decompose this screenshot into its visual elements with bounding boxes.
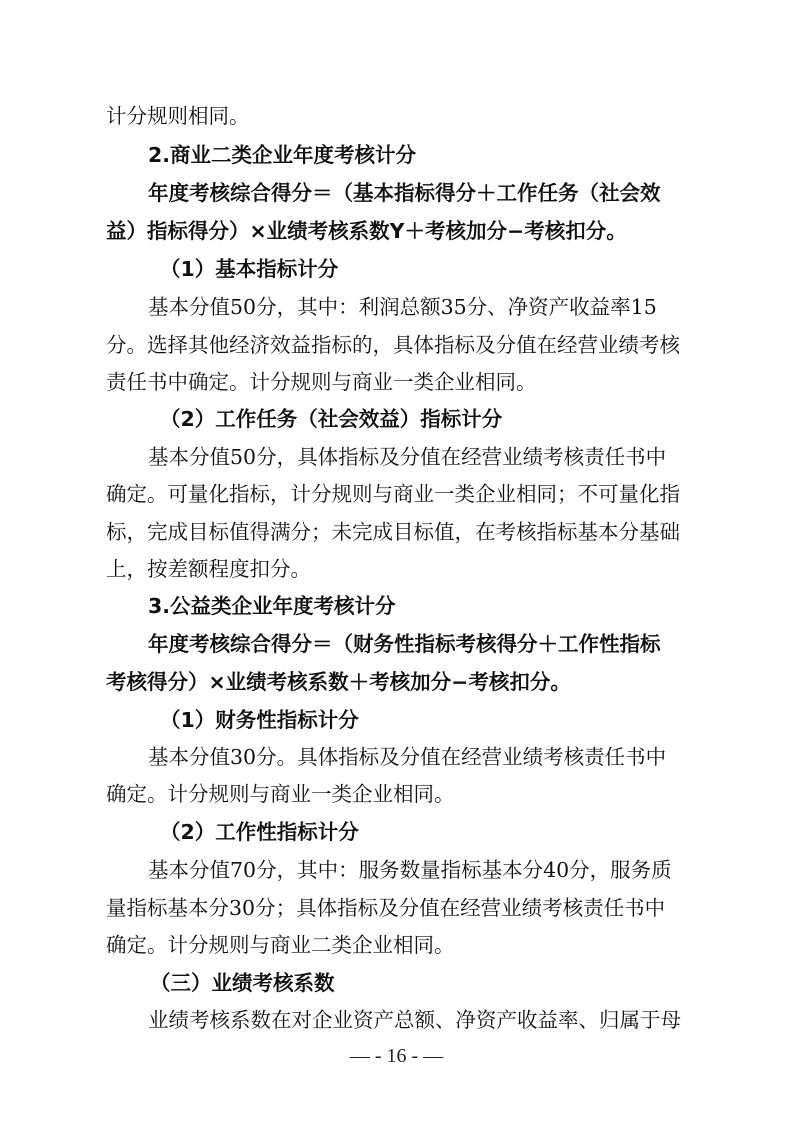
- body-text-line: 标，完成目标值得满分；未完成目标值，在考核指标基本分基础: [106, 520, 680, 544]
- subsection-heading: （2）工作性指标计分: [160, 820, 359, 844]
- body-text-line: 业绩考核系数在对企业资产总额、净资产收益率、归属于母: [148, 1008, 681, 1032]
- body-text-line: 分。选择其他经济效益指标的，具体指标及分值在经营业绩考核: [106, 333, 680, 357]
- body-text-line: 责任书中确定。计分规则与商业一类企业相同。: [106, 370, 537, 394]
- page-number: — - 16 - —: [349, 1045, 444, 1067]
- section-heading-3: 3.公益类企业年度考核计分: [148, 594, 396, 618]
- body-text-line: 计分规则相同。: [106, 104, 250, 128]
- formula-line: 年度考核综合得分＝（基本指标得分＋工作任务（社会效: [148, 181, 661, 205]
- body-text-line: 量指标基本分30分；具体指标及分值在经营业绩考核责任书中: [106, 896, 666, 920]
- body-text-line: 基本分值50分，其中：利润总额35分、净资产收益率15: [148, 295, 657, 319]
- body-text-line: 上，按差额程度扣分。: [106, 557, 311, 581]
- formula-line: 益）指标得分）×业绩考核系数Y＋考核加分−考核扣分。: [106, 219, 627, 243]
- body-text-line: 确定。计分规则与商业二类企业相同。: [106, 933, 455, 957]
- subsection-heading: （1）财务性指标计分: [160, 708, 359, 732]
- formula-line: 考核得分）×业绩考核系数＋考核加分−考核扣分。: [106, 670, 571, 694]
- body-text-line: 基本分值30分。具体指标及分值在经营业绩考核责任书中: [148, 745, 667, 769]
- body-text-line: 基本分值50分，具体指标及分值在经营业绩考核责任书中: [148, 445, 667, 469]
- section-heading-2: 2.商业二类企业年度考核计分: [148, 143, 417, 167]
- body-text-line: 基本分值70分，其中：服务数量指标基本分40分，服务质: [148, 858, 672, 882]
- body-text-line: 确定。计分规则与商业一类企业相同。: [106, 782, 455, 806]
- body-text-line: 确定。可量化指标，计分规则与商业一类企业相同；不可量化指: [106, 482, 680, 506]
- formula-line: 年度考核综合得分＝（财务性指标考核得分＋工作性指标: [148, 632, 661, 656]
- subsection-heading: （2）工作任务（社会效益）指标计分: [160, 407, 503, 431]
- section-heading-iii: （三）业绩考核系数: [150, 971, 335, 995]
- subsection-heading: （1）基本指标计分: [160, 257, 339, 281]
